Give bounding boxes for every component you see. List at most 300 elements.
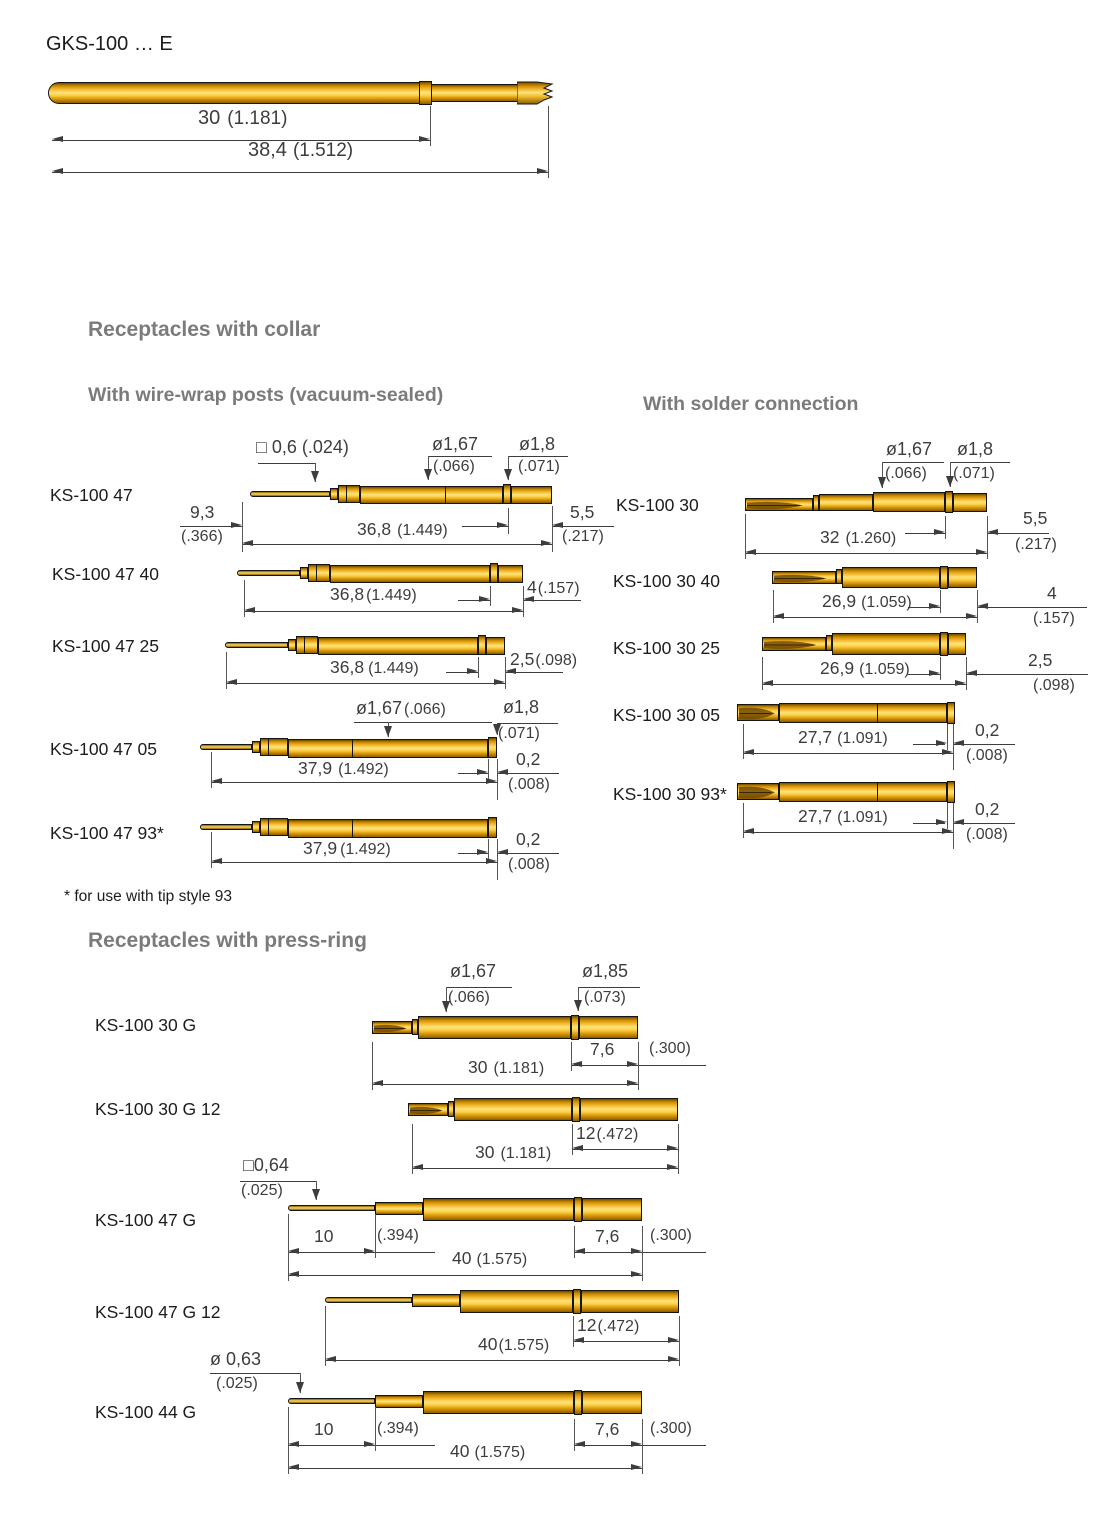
probe-segment	[408, 1103, 448, 1116]
extension-line	[478, 657, 479, 678]
probe-segment	[260, 818, 288, 836]
probe-segment	[288, 819, 488, 838]
probe-segment	[300, 567, 308, 579]
probe-segment	[580, 1098, 678, 1121]
row-label: KS-100 30	[616, 495, 699, 515]
footnote-tip-style: * for use with tip style 93	[64, 888, 232, 905]
probe-segment	[330, 565, 490, 583]
extension-line	[548, 106, 549, 178]
extension-line	[642, 1226, 643, 1281]
dimension-arrowhead	[486, 778, 497, 784]
dimension-line	[882, 462, 944, 463]
dim-right: 0,2	[516, 829, 541, 849]
callout-dia-in: (.071)	[953, 465, 995, 482]
dimension-arrowhead	[936, 819, 947, 825]
dimension-arrowhead	[497, 522, 508, 528]
extension-line	[375, 1214, 376, 1258]
dim-top-384: 38,4 (1.512)	[248, 139, 354, 161]
dimension-arrowhead	[493, 724, 501, 735]
extension-line	[947, 724, 948, 750]
extension-line	[375, 1407, 376, 1451]
dimension-arrowhead	[745, 549, 756, 555]
dimension-arrowhead	[627, 1061, 638, 1067]
dim-right-in: (.008)	[966, 826, 1008, 843]
dimension-arrowhead	[442, 1001, 450, 1012]
dimension-arrowhead	[936, 740, 947, 746]
probe-press-ring	[478, 635, 486, 655]
row-label: KS-100 30 93*	[613, 784, 727, 804]
probe-segment	[737, 704, 779, 721]
dimension-arrowhead	[494, 679, 505, 685]
dimension-arrowhead	[942, 828, 953, 834]
callout-dia: ø1,67	[432, 434, 479, 454]
dim-right: 5,5	[1023, 508, 1048, 528]
dimension-arrowhead	[976, 549, 987, 555]
extension-line	[947, 803, 948, 829]
dimension-line	[762, 684, 966, 685]
dimension-arrowhead	[296, 1382, 304, 1393]
heading-solder: With solder connection	[643, 393, 859, 415]
dimension-arrowhead	[419, 136, 430, 142]
dimension-line	[638, 1065, 706, 1066]
callout-dia-in: (.071)	[498, 725, 540, 742]
dimension-arrowhead	[52, 168, 63, 174]
probe-segment	[431, 84, 518, 102]
dimension-arrowhead	[946, 476, 954, 487]
solder-slot-icon	[773, 572, 837, 585]
heading-wirewrap: With wire-wrap posts (vacuum-sealed)	[88, 384, 444, 406]
dimension-line	[412, 1168, 678, 1169]
extension-line	[678, 1124, 679, 1174]
dimension-arrowhead	[762, 680, 773, 686]
row-label: KS-100 47 40	[52, 564, 160, 584]
callout-square-post: □ 0,6 (.024)	[256, 437, 349, 457]
probe-crown-tip	[517, 81, 554, 105]
dim-right-in: (.008)	[966, 747, 1008, 764]
probe-divider-line	[877, 703, 878, 723]
dim-right-in: (.300)	[650, 1227, 692, 1244]
probe-segment	[288, 739, 488, 758]
dimension-line	[977, 607, 1087, 608]
probe-divider-line	[304, 636, 305, 654]
dim-right: 7,6	[590, 1039, 615, 1059]
probe-press-ring	[571, 1015, 579, 1040]
probe-press-ring	[490, 563, 498, 583]
dim-right: 2,5	[1028, 650, 1053, 670]
dim-length: 37,9 (1.492)	[298, 758, 389, 778]
extension-line	[488, 759, 489, 779]
dim-post-in: (.394)	[377, 1227, 419, 1244]
dimension-line	[773, 617, 977, 618]
solder-slot-icon	[746, 499, 814, 512]
dimension-line	[573, 1341, 679, 1342]
probe-segment	[762, 637, 826, 651]
probe-segment	[252, 741, 260, 753]
dimension-arrowhead	[929, 603, 940, 609]
dimension-arrowhead	[953, 740, 964, 746]
extension-line	[430, 106, 431, 146]
dim-right: 2,5(.098)	[510, 649, 578, 669]
callout-dia: ø1,67	[886, 439, 933, 459]
probe-segment	[579, 1016, 638, 1039]
dimension-arrowhead	[541, 540, 552, 546]
dimension-line	[288, 1468, 642, 1469]
dimension-arrowhead	[226, 679, 237, 685]
callout-dia: ø1,67 (.066)	[356, 698, 446, 718]
row-label: KS-100 47 05	[50, 739, 158, 759]
dimension-arrowhead	[311, 471, 319, 482]
solder-slot-icon	[373, 1022, 413, 1035]
probe-segment	[582, 1391, 642, 1414]
probe-segment	[832, 633, 940, 655]
row-label: KS-100 44 G	[95, 1402, 197, 1422]
probe-press-ring	[947, 702, 955, 724]
dimension-line	[288, 1445, 375, 1446]
probe-segment	[412, 1294, 460, 1307]
extension-line	[552, 506, 553, 552]
dimension-arrowhead	[668, 1337, 679, 1343]
row-label: KS-100 30 G 12	[95, 1099, 221, 1119]
dim-right: 7,6	[595, 1226, 620, 1246]
dimension-line	[950, 462, 1010, 463]
dim-length: 36,8 (1.449)	[357, 519, 448, 539]
probe-press-ring	[574, 1390, 582, 1415]
dimension-arrowhead	[955, 680, 966, 686]
dim-right: 0,2	[975, 799, 1000, 819]
dim-right-in: (.300)	[649, 1040, 691, 1057]
extension-line	[497, 839, 498, 880]
dim-right: 7,6	[595, 1419, 620, 1439]
callout-dia-in: (.066)	[448, 989, 490, 1006]
dimension-arrowhead	[512, 607, 523, 613]
probe-segment	[948, 567, 977, 588]
probe-segment	[486, 637, 505, 655]
dimension-arrowhead	[288, 1271, 299, 1277]
probe-segment	[375, 1395, 423, 1408]
probe-divider-line	[268, 818, 269, 836]
dim-length: 27,7 (1.091)	[798, 727, 888, 747]
probe-wire-post	[200, 824, 252, 830]
extension-line	[940, 657, 941, 680]
probe-segment	[372, 1021, 412, 1034]
dim-right: 12(.472)	[577, 1315, 640, 1335]
dimension-arrowhead	[631, 1464, 642, 1470]
probe-wire-post	[225, 642, 288, 648]
probe-segment	[581, 1290, 679, 1313]
probe-segment	[260, 738, 288, 756]
extension-line	[679, 1316, 680, 1366]
dimension-arrowhead	[934, 529, 945, 535]
dimension-arrowhead	[631, 1441, 642, 1447]
probe-segment	[423, 1391, 574, 1414]
probe-segment	[308, 564, 330, 582]
dimension-line	[242, 544, 552, 545]
dimension-arrowhead	[384, 726, 392, 737]
dim-length: 32 (1.260)	[820, 527, 897, 547]
probe-press-ring	[573, 1289, 581, 1314]
dimension-arrowhead	[288, 1464, 299, 1470]
probe-segment	[288, 639, 296, 651]
probe-wire-post	[288, 1398, 375, 1404]
dim-length: 30 (1.181)	[475, 1142, 552, 1162]
dimension-line	[288, 1275, 642, 1276]
probe-wire-post	[250, 491, 330, 497]
dimension-arrowhead	[552, 522, 563, 528]
solder-slot-icon	[738, 705, 780, 722]
probe-segment	[338, 485, 360, 503]
probe-press-ring	[940, 632, 948, 656]
dim-post: 10	[314, 1226, 334, 1246]
dimension-arrowhead	[479, 596, 490, 602]
dimension-line	[578, 987, 640, 988]
extension-line	[508, 508, 509, 534]
dim-right-in: (.217)	[1015, 536, 1057, 553]
probe-divider-line	[316, 564, 317, 582]
dimension-arrowhead	[505, 668, 516, 674]
dimension-arrowhead	[244, 607, 255, 613]
dim-right: 0,2	[516, 749, 541, 769]
dimension-line	[375, 1445, 435, 1446]
dimension-arrowhead	[987, 529, 998, 535]
dimension-arrowhead	[773, 613, 784, 619]
extension-line	[638, 1042, 639, 1090]
probe-press-ring	[488, 817, 497, 838]
probe-divider-line	[352, 819, 353, 838]
dimension-arrowhead	[424, 469, 432, 480]
dimension-line	[642, 1445, 706, 1446]
probe-segment	[511, 486, 552, 504]
dimension-line	[52, 172, 548, 173]
probe-segment	[819, 494, 873, 511]
probe-segment	[582, 1198, 642, 1221]
probe-segment	[460, 1290, 573, 1313]
callout-square-post: □0,64	[243, 1155, 289, 1175]
dimension-arrowhead	[667, 1164, 678, 1170]
dimension-arrowhead	[631, 1248, 642, 1254]
callout-dia: ø1,8	[503, 697, 540, 717]
dimension-line	[572, 1149, 678, 1150]
probe-divider-line	[877, 782, 878, 802]
dimension-arrowhead	[942, 749, 953, 755]
probe-segment	[418, 1016, 571, 1039]
callout-dia: ø1,85	[582, 961, 629, 981]
dim-length: 30 (1.181)	[468, 1057, 545, 1077]
probe-divider-line	[445, 486, 446, 504]
solder-slot-icon	[763, 638, 827, 652]
dimension-arrowhead	[504, 469, 512, 480]
probe-segment	[498, 565, 523, 583]
dim-right: 4(.157)	[527, 577, 580, 597]
dim-length: 36,8 (1.449)	[330, 657, 419, 677]
dim-length: 26,9 (1.059)	[822, 591, 912, 611]
dim-right: 0,2	[975, 720, 1000, 740]
probe-segment	[330, 488, 338, 500]
probe-press-ring	[940, 566, 948, 589]
extension-line	[953, 803, 954, 849]
dimension-arrowhead	[966, 670, 977, 676]
dimension-arrowhead	[743, 828, 754, 834]
dimension-arrowhead	[571, 1061, 582, 1067]
probe-segment	[737, 783, 779, 800]
dimension-arrowhead	[627, 1080, 638, 1086]
callout-dia-in: (.066)	[885, 465, 927, 482]
probe-segment	[948, 633, 966, 655]
solder-slot-icon	[409, 1104, 449, 1117]
probe-press-ring	[947, 781, 955, 803]
dimension-arrowhead	[325, 1356, 336, 1362]
dim-right: 5,5	[570, 502, 595, 522]
dimension-arrowhead	[743, 749, 754, 755]
probe-segment	[360, 486, 503, 504]
dimension-line	[375, 1252, 435, 1253]
probe-wire-post	[200, 744, 252, 750]
dimension-arrowhead	[211, 778, 222, 784]
dimension-arrowhead	[477, 769, 488, 775]
row-label: KS-100 30 G	[95, 1015, 197, 1035]
probe-segment	[454, 1098, 572, 1121]
probe-press-ring	[572, 1097, 580, 1122]
dim-right-in: (.098)	[1033, 677, 1075, 694]
dimension-line	[288, 1252, 375, 1253]
extension-line	[987, 516, 988, 559]
callout-dia: ø1,8	[957, 439, 994, 459]
dimension-arrowhead	[977, 603, 988, 609]
probe-segment	[953, 493, 987, 512]
dimension-arrowhead	[242, 540, 253, 546]
row-label: KS-100 30 25	[613, 638, 721, 658]
dim-length: 26,9 (1.059)	[820, 658, 910, 678]
dim-right-in: (.008)	[508, 856, 550, 873]
heading-receptacles-collar: Receptacles with collar	[88, 318, 321, 341]
probe-segment	[318, 637, 478, 655]
extension-line	[497, 759, 498, 800]
dimension-arrowhead	[477, 849, 488, 855]
dim-left: 9,3	[190, 502, 215, 522]
probe-divider-line	[352, 739, 353, 758]
probe-segment	[296, 636, 318, 654]
dim-post: 10	[314, 1419, 334, 1439]
extension-line	[642, 1419, 643, 1474]
dimension-arrowhead	[667, 1145, 678, 1151]
row-label: KS-100 47 G 12	[95, 1302, 221, 1322]
row-label: KS-100 47	[50, 485, 133, 505]
dim-right-in: (.217)	[562, 528, 604, 545]
dimension-line	[210, 1373, 300, 1374]
dimension-line	[743, 832, 953, 833]
dimension-arrowhead	[537, 168, 548, 174]
probe-segment	[772, 571, 836, 584]
dimension-arrowhead	[966, 613, 977, 619]
dim-length: 36,8 (1.449)	[330, 584, 417, 604]
probe-press-ring	[488, 737, 497, 758]
dimension-line	[428, 456, 492, 457]
extension-line	[490, 586, 491, 606]
dimension-arrowhead	[497, 849, 508, 855]
dimension-arrowhead	[364, 1441, 375, 1447]
dimension-line	[52, 140, 430, 141]
dimension-arrowhead	[574, 1000, 582, 1011]
dimension-arrowhead	[668, 1356, 679, 1362]
dimension-arrowhead	[52, 136, 63, 142]
probe-segment	[842, 567, 940, 588]
extension-line	[488, 839, 489, 859]
dim-right-in: (.157)	[1033, 610, 1075, 627]
probe-press-ring	[945, 491, 953, 513]
dim-post-in: (.394)	[377, 1420, 419, 1437]
probe-segment	[423, 1198, 574, 1221]
probe-wire-post	[237, 570, 300, 576]
row-label: KS-100 47 25	[52, 636, 160, 656]
dimension-arrowhead	[288, 1441, 299, 1447]
dimension-line	[240, 1181, 316, 1182]
dimension-arrowhead	[573, 1337, 584, 1343]
probe-segment	[375, 1202, 423, 1215]
callout-square-post-in: (.025)	[241, 1182, 283, 1199]
probe-wire-post	[288, 1205, 375, 1211]
dimension-arrowhead	[372, 1080, 383, 1086]
probe-divider-line	[346, 485, 347, 503]
heading-pressring: Receptacles with press-ring	[88, 929, 367, 952]
dimension-line	[745, 553, 987, 554]
row-label: KS-100 47 93*	[50, 823, 164, 843]
dimension-arrowhead	[364, 1248, 375, 1254]
extension-line	[940, 590, 941, 613]
extension-line	[945, 516, 946, 539]
dim-right-in: (.300)	[650, 1420, 692, 1437]
dimension-line	[354, 722, 492, 723]
dimension-line	[966, 674, 1088, 675]
dimension-line	[642, 1252, 706, 1253]
dimension-arrowhead	[486, 858, 497, 864]
dimension-arrowhead	[211, 858, 222, 864]
dim-length: 27,7 (1.091)	[798, 806, 888, 826]
dimension-line	[497, 723, 558, 724]
dim-right-in: (.008)	[508, 776, 550, 793]
dim-length: 40(1.575)	[478, 1334, 550, 1354]
dimension-arrowhead	[231, 522, 242, 528]
dimension-arrowhead	[497, 769, 508, 775]
probe-segment	[779, 782, 947, 802]
row-label: KS-100 30 05	[613, 705, 721, 725]
callout-dia-in: (.066)	[433, 458, 475, 475]
dim-length: 37,9 (1.492)	[303, 838, 391, 858]
dimension-line	[325, 1360, 679, 1361]
solder-slot-icon	[738, 784, 780, 801]
dim-right: 12(.472)	[576, 1123, 639, 1143]
dim-right: 4	[1047, 583, 1057, 603]
dimension-line	[446, 987, 512, 988]
dim-top-30: 30 (1.181)	[198, 107, 288, 129]
callout-dia: ø 0,63	[210, 1349, 262, 1369]
dimension-arrowhead	[288, 1248, 299, 1254]
dimension-arrowhead	[467, 668, 478, 674]
dimension-line	[372, 1084, 638, 1085]
dimension-line	[244, 611, 523, 612]
dimension-arrowhead	[312, 1189, 320, 1200]
dimension-arrowhead	[574, 1248, 585, 1254]
dimension-arrowhead	[878, 477, 886, 488]
extension-line	[953, 724, 954, 770]
probe-segment	[779, 703, 947, 723]
dimension-arrowhead	[572, 1145, 583, 1151]
dim-left-in: (.366)	[181, 528, 223, 545]
dimension-line	[226, 683, 505, 684]
row-label: KS-100 47 G	[95, 1210, 197, 1230]
probe-divider-line	[268, 738, 269, 756]
dimension-arrowhead	[929, 670, 940, 676]
dimension-arrowhead	[412, 1164, 423, 1170]
probe-segment	[48, 82, 420, 104]
